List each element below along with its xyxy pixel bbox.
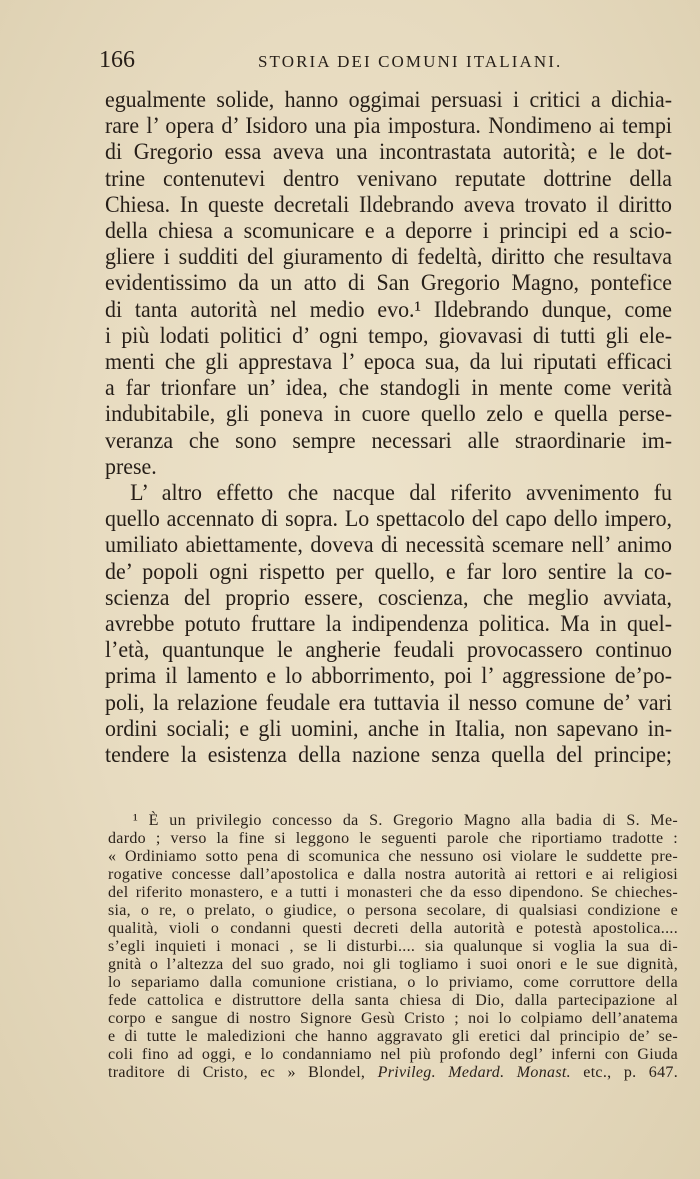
footnote-line: ¹ È un privilegio concesso da S. Gregorio Magno alla badia di S. Me-	[133, 812, 678, 829]
text-line: prima il lamento e lo abborrimento, poi l’ aggressione de’po-	[105, 663, 673, 690]
footnote-citation-italic: Privileg. Medard. Monast.	[377, 1064, 571, 1081]
text-line: Chiesa. In queste decretali Ildebrando aveva trovato il diritto	[105, 191, 673, 218]
paragraph	[105, 87, 672, 480]
text-line: trine contenutevi dentro venivano reputate dottrine della	[105, 165, 673, 192]
footnote	[108, 812, 678, 1082]
text-line: veranza che sono sempre necessari alle straordinarie im-	[105, 427, 673, 454]
text-line: scienza del proprio essere, coscienza, che meglio avviata,	[105, 584, 673, 611]
footnote-line: fede cattolica e distruttore della santa chiesa di Dio, dalla partecipazione al	[108, 992, 678, 1009]
text-line: indubitabile, gli poneva in cuore quello zelo e quella perse-	[105, 401, 673, 428]
text-line: L’ altro effetto che nacque dal riferito avvenimento fu	[130, 480, 673, 507]
footnote-line: e di tutte le maledizioni che hanno aggravato gli eretici dal principio de’ se-	[108, 1028, 678, 1045]
footnote-line: s’egli inquieti i monaci , se li disturbi.... sia qualunque si voglia la sua di-	[108, 938, 678, 955]
footnote-line: lo separiamo dalla comunione cristiana, o lo priviamo, come corruttore della	[108, 974, 678, 991]
footnote-citation-text: traditore di Cristo, ec » Blondel,	[108, 1064, 378, 1081]
footnote-citation-page: etc., p. 647.	[570, 1064, 679, 1081]
text-line: ordini sociali; e gli uomini, anche in Italia, non sapevano in-	[105, 715, 673, 742]
text-line: della chiesa a scomunicare e a deporre i principi ed a scio-	[105, 218, 673, 245]
text-line: rare l’ opera d’ Isidoro una pia impostura. Nondimeno ai tempi	[105, 113, 673, 140]
text-line: evidentissimo da un atto di San Gregorio Magno, pontefice	[105, 270, 673, 297]
text-line: quello accennato di sopra. Lo spettacolo del capo dello impero,	[105, 506, 673, 533]
text-line: i più lodati politici d’ ogni tempo, giovavasi di tutti gli ele-	[105, 322, 673, 349]
paragraph	[105, 480, 672, 768]
footnote-line: rogative concesse dall’apostolica e dalla nostra autorità ai rettori e ai religiosi	[108, 866, 678, 883]
body-text	[105, 87, 672, 768]
text-line: di Gregorio essa aveva una incontrastata autorità; e le dot-	[105, 139, 673, 166]
text-line: l’età, quantunque le angherie feudali provocassero continuo	[105, 637, 673, 664]
footnote-line: qualità, violi o condanni questi decreti della autorità e potestà apostolica....	[108, 920, 678, 937]
text-line: egualmente solide, hanno oggimai persuasi i critici a dichia-	[105, 87, 673, 113]
footnote-line: corpo e sangue di nostro Signore Gesù Cristo ; noi lo colpiamo dell’anatema	[108, 1010, 678, 1027]
running-title: STORIA DEI COMUNI ITALIANI.	[258, 52, 563, 71]
text-line: prese.	[105, 453, 157, 480]
footnote-line-citation	[108, 1064, 678, 1082]
text-line: de’ popoli ogni rispetto per quello, e far loro sentire la co-	[105, 558, 673, 585]
footnote-line: sia, o re, o prelato, o giudice, o persona secolare, di qualsiasi condizione e	[108, 902, 678, 919]
footnote-line: del riferito monastero, e a tutti i monasteri che da esso dipendono. Se chieches-	[108, 884, 678, 901]
text-line: poli, la relazione feudale era tuttavia il nesso comune de’ vari	[105, 689, 673, 716]
text-line: di tanta autorità nel medio evo.¹ Ildebrando dunque, come	[105, 296, 673, 323]
text-line: umiliato abiettamente, doveva di necessità scemare nell’ animo	[105, 532, 673, 559]
text-line: avrebbe potuto fruttare la indipendenza politica. Ma in quel-	[105, 611, 673, 638]
footnote-line: « Ordiniamo sotto pena di scomunica che nessuno osi violare le suddette pre-	[108, 848, 678, 865]
text-line: a far trionfare un’ idea, che standogli in mente come verità	[105, 375, 673, 402]
footnote-line: dardo ; verso la fine si leggono le seguenti parole che riportiamo tradotte :	[108, 830, 678, 847]
text-line: gliere i sudditi del giuramento di fedeltà, diritto che resultava	[105, 244, 673, 271]
footnote-line: gnità o l’altezza del suo grado, noi gli togliamo i suoi onori e le sue dignità,	[108, 956, 678, 973]
text-line: tendere la esistenza della nazione senza quella del principe;	[105, 742, 673, 769]
text-line: menti che gli apprestava l’ epoca sua, da lui riputati efficaci	[105, 349, 673, 376]
footnote-line: coli fino ad oggi, e lo condanniamo nel più profondo degl’ inferni con Giuda	[108, 1046, 678, 1063]
page-number: 166	[99, 47, 135, 73]
